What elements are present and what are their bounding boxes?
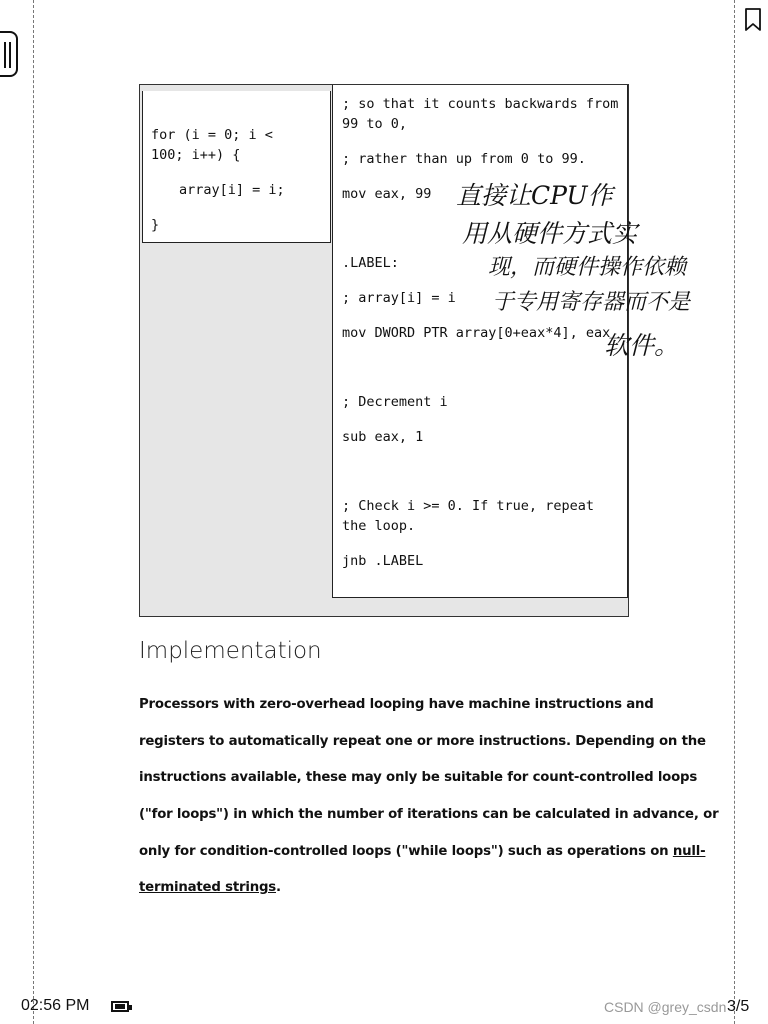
code-line: array[i] = i; [179, 182, 285, 198]
bookmark-icon[interactable] [744, 8, 762, 32]
code-line: jnb .LABEL [342, 553, 424, 569]
null-terminated-link[interactable]: terminated strings [139, 880, 276, 895]
paragraph-line: instructions available, these may only be suitable for count-controlled loops [139, 770, 698, 785]
code-line: .LABEL: [342, 255, 399, 271]
code-line: mov eax, 99 [342, 186, 432, 202]
left-margin-guide [33, 0, 34, 1024]
paragraph-line [139, 880, 281, 895]
asm-code-cell [332, 85, 628, 598]
annotation-line: 现，而硬件操作依赖 [488, 255, 687, 280]
code-line: sub eax, 1 [342, 429, 424, 445]
code-line: for (i = 0; i < [151, 127, 273, 143]
code-line: ; rather than up from 0 to 99. [342, 151, 586, 167]
page-indicator: 3/5 [727, 998, 750, 1015]
paragraph-line: ("for loops") in which the number of iterations can be calculated in advance, or [139, 807, 719, 822]
annotation-line: 软件。 [604, 331, 680, 360]
code-line: ; Check i >= 0. If true, repeat the loop. [342, 498, 603, 534]
paragraph-text: . [276, 880, 281, 895]
paragraph-line: Processors with zero-overhead looping have machine instructions and [139, 697, 654, 712]
code-line: ; so that it counts backwards from 99 to 0, [342, 96, 627, 132]
annotation-line: 于专用寄存器而不是 [492, 290, 691, 315]
section-heading: Implementation [139, 638, 322, 664]
right-margin-guide [734, 0, 735, 1024]
code-line: 100; i++) { [151, 147, 241, 163]
annotation-line: 用从硬件方式实 [462, 219, 638, 248]
code-line: ; array[i] = i [342, 290, 456, 306]
code-comparison-table [139, 84, 629, 617]
menu-icon[interactable] [0, 31, 18, 77]
paragraph-line: registers to automatically repeat one or more instructions. Depending on the [139, 734, 706, 749]
clock: 02:56 PM [21, 997, 90, 1014]
battery-icon [111, 1001, 129, 1012]
annotation-line: 直接让CPU作 [456, 181, 613, 210]
code-line: mov DWORD PTR array[0+eax*4], eax [342, 325, 611, 341]
watermark: CSDN @grey_csdn [604, 999, 727, 1015]
c-code-cell [142, 91, 331, 243]
code-line: } [151, 217, 160, 233]
null-terminated-link[interactable]: null- [672, 844, 706, 859]
paragraph-line [139, 844, 705, 859]
paragraph-text: only for condition-controlled loops ("while loops") such as operations on [139, 844, 673, 859]
code-line: ; Decrement i [342, 394, 448, 410]
